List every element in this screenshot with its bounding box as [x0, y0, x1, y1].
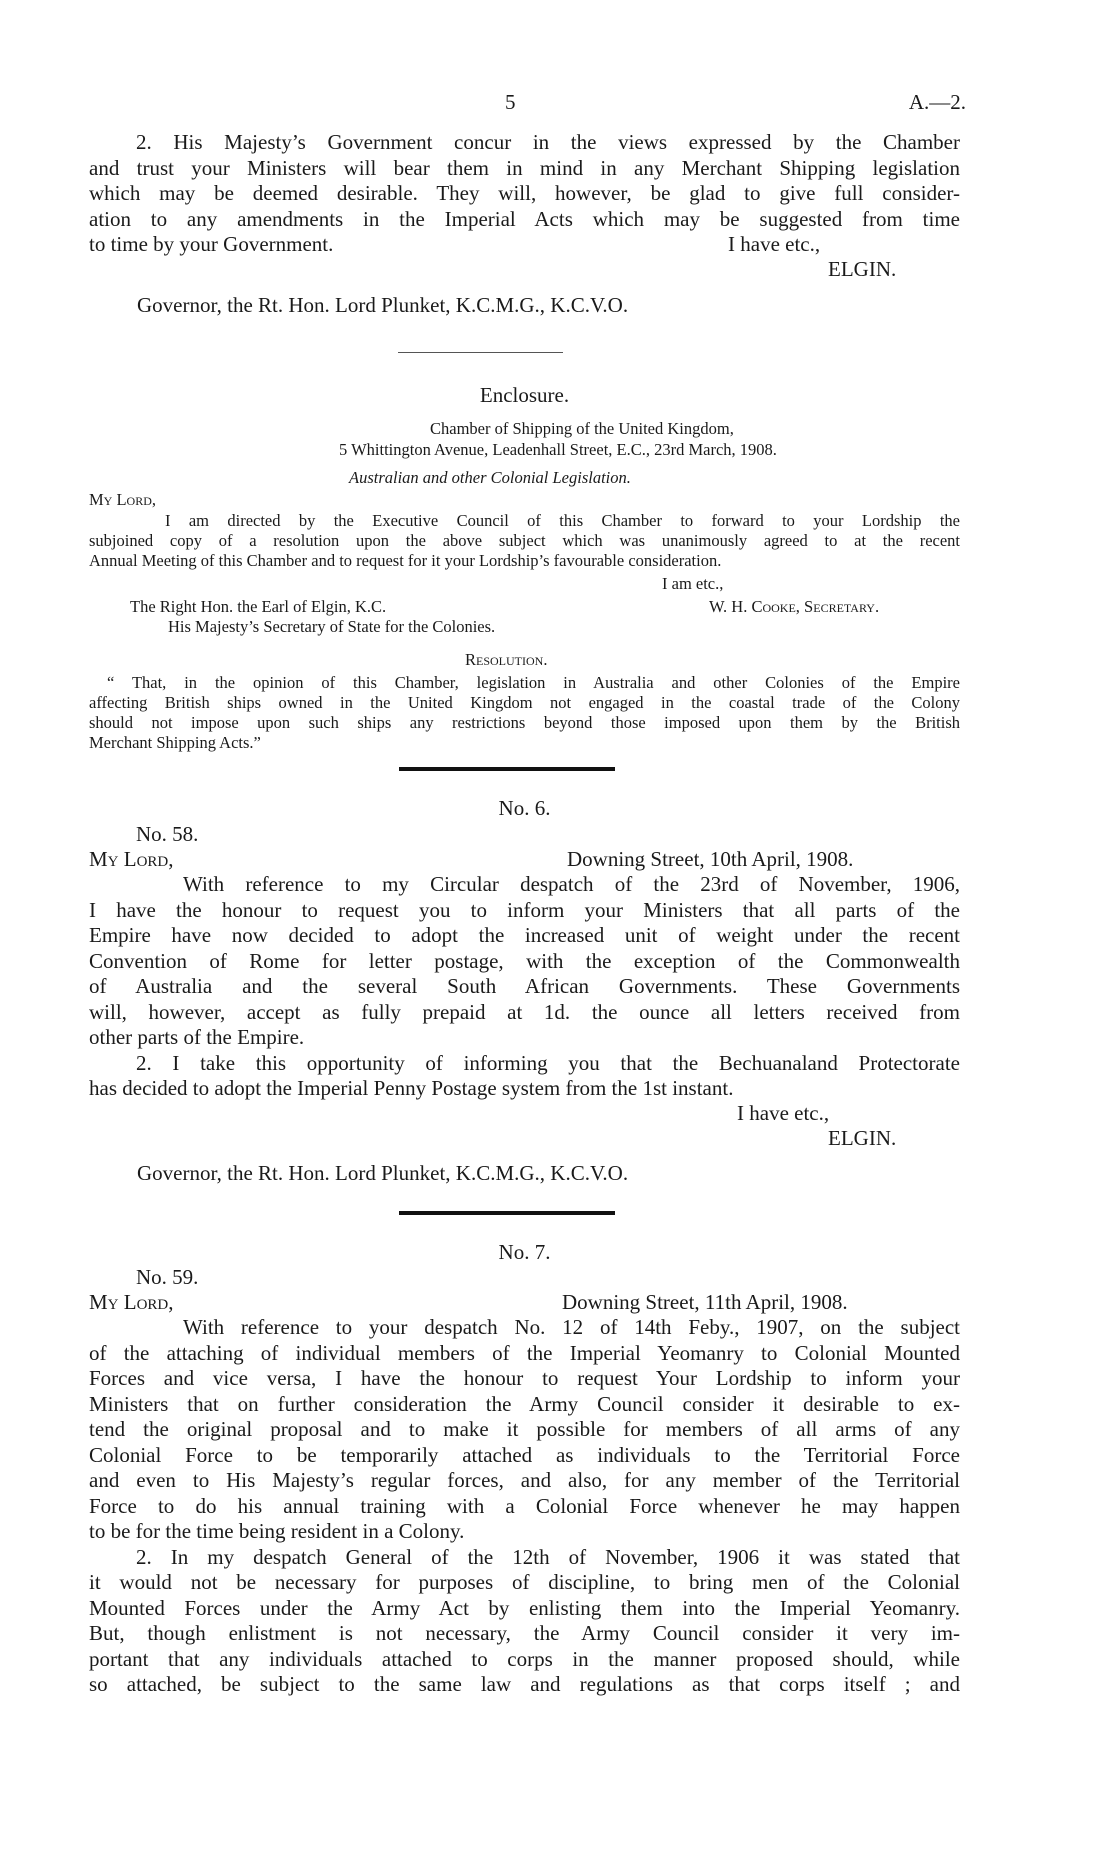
signature: ELGIN.	[828, 257, 897, 281]
section-heading: No. 7.	[498, 1240, 551, 1264]
signature: ELGIN.	[828, 1126, 897, 1150]
text-line: With reference to my Circular despatch of the 23rd of November, 1906,	[183, 872, 960, 896]
closing: I have etc.,	[728, 232, 821, 256]
enclosure-heading: Enclosure.	[479, 383, 570, 407]
text-line: to time by your Government.	[89, 232, 334, 256]
text-line: Convention of Rome for letter postage, with the exception of the Commonwealth	[89, 948, 960, 973]
text-line: Force to do his annual training with a Colonial Force whenever he may happen	[89, 1493, 960, 1518]
text-line: I am directed by the Executive Council of this Chamber to forward to your Lordship the	[165, 511, 960, 530]
signatory: W. H. Cooke, Secretary.	[709, 597, 880, 616]
recipient: The Right Hon. the Earl of Elgin, K.C.	[130, 597, 387, 616]
text-line: I have the honour to request you to inform your Ministers that all parts of the	[89, 897, 960, 922]
letter-paragraph	[89, 872, 960, 1102]
enclosure-address: 5 Whittington Avenue, Leadenhall Street, E.C., 23rd March, 1908.	[339, 440, 777, 459]
addressee: Governor, the Rt. Hon. Lord Plunket, K.C.M.G., K.C.V.O.	[137, 1161, 629, 1185]
resolution-body	[89, 673, 960, 753]
prev-letter-paragraph	[89, 130, 960, 232]
text-line: which may be deemed desirable. They will, however, be glad to give full consider-	[89, 181, 960, 205]
text-line: has decided to adopt the Imperial Penny Postage system from the 1st instant.	[89, 1076, 734, 1100]
dateline: Downing Street, 11th April, 1908.	[562, 1290, 848, 1314]
letter-paragraph	[89, 1315, 960, 1698]
enclosure-body	[89, 511, 960, 571]
text-line: will, however, accept as fully prepaid at 1d. the ounce all letters received from	[89, 999, 960, 1024]
reference-number: No. 59.	[136, 1265, 199, 1289]
enclosure-address: Chamber of Shipping of the United Kingdom,	[430, 419, 734, 438]
text-line: affecting British ships owned in the United Kingdom not engaged in the coastal trade of the Colony	[89, 693, 960, 712]
section-divider	[399, 1211, 615, 1215]
text-line: ation to any amendments in the Imperial Acts which may be suggested from time	[89, 206, 960, 231]
paper-reference: A.—2.	[908, 90, 966, 114]
text-line: 2. I take this opportunity of informing you that the Bechuanaland Protectorate	[136, 1050, 960, 1075]
text-line: it would not be necessary for purposes of discipline, to bring men of the Colonial	[89, 1570, 960, 1594]
salutation: My Lord,	[89, 490, 157, 509]
section-heading: No. 6.	[498, 796, 551, 820]
divider	[398, 352, 563, 353]
text-line: Annual Meeting of this Chamber and to request for it your Lordship’s favourable consideration.	[89, 551, 722, 570]
dateline: Downing Street, 10th April, 1908.	[567, 847, 854, 871]
page-number: 5	[505, 90, 516, 114]
text-line: Ministers that on further consideration the Army Council consider it desirable to ex-	[89, 1391, 960, 1416]
text-line: portant that any individuals attached to corps in the manner proposed should, while	[89, 1646, 960, 1671]
text-line: so attached, be subject to the same law and regulations as that corps itself ; and	[89, 1672, 960, 1696]
text-line: of Australia and the several South African Governments. These Governments	[89, 974, 960, 998]
reference-number: No. 58.	[136, 822, 199, 846]
text-line: of the attaching of individual members of the Imperial Yeomanry to Colonial Mounted	[89, 1340, 960, 1365]
resolution-heading: Resolution.	[465, 650, 548, 669]
text-line: and trust your Ministers will bear them in mind in any Merchant Shipping legislation	[89, 155, 960, 180]
enclosure-subject: Australian and other Colonial Legislation.	[349, 468, 631, 487]
text-line: tend the original proposal and to make it possible for members of all arms of any	[89, 1417, 960, 1441]
text-line: Forces and vice versa, I have the honour to request Your Lordship to inform your	[89, 1366, 960, 1390]
section-divider	[399, 767, 615, 771]
text-line: Mounted Forces under the Army Act by enlisting them into the Imperial Yeomanry.	[89, 1595, 960, 1620]
text-line: Empire have now decided to adopt the increased unit of weight under the recent	[89, 923, 960, 947]
text-line: subjoined copy of a resolution upon the above subject which was unanimously agreed to at the recent	[89, 531, 960, 550]
text-line: Colonial Force to be temporarily attached as individuals to the Territorial Force	[89, 1442, 960, 1467]
recipient: His Majesty’s Secretary of State for the Colonies.	[168, 617, 496, 636]
salutation: My Lord,	[89, 847, 174, 871]
text-line: to be for the time being resident in a Colony.	[89, 1519, 465, 1543]
closing: I have etc.,	[737, 1101, 830, 1125]
addressee: Governor, the Rt. Hon. Lord Plunket, K.C.M.G., K.C.V.O.	[137, 293, 629, 317]
text-line: other parts of the Empire.	[89, 1025, 305, 1049]
text-line: 2. In my despatch General of the 12th of November, 1906 it was stated that	[136, 1544, 960, 1569]
text-line: But, though enlistment is not necessary, the Army Council consider it very im-	[89, 1621, 960, 1645]
closing: I am etc.,	[662, 574, 724, 593]
text-line: With reference to your despatch No. 12 of 14th Feby., 1907, on the subject	[183, 1315, 960, 1339]
text-line: 2. His Majesty’s Government concur in the views expressed by the Chamber	[136, 130, 960, 154]
text-line: “ That, in the opinion of this Chamber, legislation in Australia and other Colonies of the Empire	[107, 673, 960, 692]
salutation: My Lord,	[89, 1290, 174, 1314]
text-line: Merchant Shipping Acts.”	[89, 733, 261, 752]
text-line: should not impose upon such ships any restrictions beyond those imposed upon them by the British	[89, 713, 960, 732]
text-line: and even to His Majesty’s regular forces, and also, for any member of the Territorial	[89, 1468, 960, 1492]
